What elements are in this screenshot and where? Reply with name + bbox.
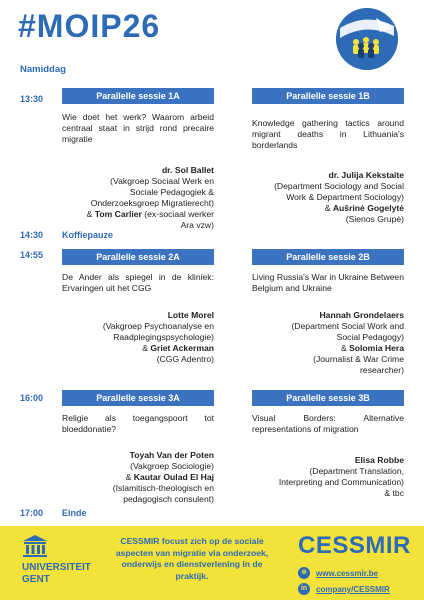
speaker-affiliation: Onderzoeksgroep Migratierecht) <box>90 198 214 208</box>
speaker-line <box>62 472 214 483</box>
speaker-line <box>62 450 214 461</box>
speaker-name: dr. Sol Ballet <box>161 165 214 175</box>
speakers-block <box>236 455 404 499</box>
speaker-affiliation: (Vakgroep Sociaal Werk en <box>110 176 214 186</box>
session-topic: Visual Borders: Alternative representations of migration <box>252 413 404 434</box>
speaker-line <box>62 310 214 321</box>
speaker-name: dr. Julija Kekstaite <box>328 170 404 180</box>
pause-label: Koffiepauze <box>62 230 114 240</box>
session-topic: Knowledge gathering tactics around migrant deaths in Lithuania's borderlands <box>252 118 404 150</box>
speaker-line <box>240 354 404 365</box>
speaker-line <box>62 354 214 365</box>
moip-logo <box>336 8 398 70</box>
speaker-line <box>62 343 214 354</box>
slot-time: 13:30 <box>20 94 44 104</box>
speaker-line <box>236 477 404 488</box>
session-header: Parallelle sessie 3A <box>62 390 214 406</box>
speakers-block <box>62 310 214 365</box>
speaker-line <box>240 310 404 321</box>
speaker-line <box>230 192 404 203</box>
speaker-line <box>62 165 214 176</box>
speaker-line <box>62 321 214 332</box>
slot-time: 14:55 <box>20 250 44 260</box>
end-label: Einde <box>62 508 87 518</box>
globe-icon: ⊕ <box>298 567 310 579</box>
speaker-line <box>230 203 404 214</box>
session-header: Parallelle sessie 1A <box>62 88 214 104</box>
speaker-affiliation: (ex-sociaal werker <box>141 209 214 219</box>
speaker-line <box>62 198 214 209</box>
university-emblem-icon <box>22 534 48 563</box>
speaker-name: Griet Ackerman <box>150 343 214 353</box>
speaker-name: Kautar Oulad El Haj <box>133 472 214 482</box>
speaker-line <box>62 187 214 198</box>
speaker-affiliation: & tbc <box>384 488 404 498</box>
speaker-line <box>236 455 404 466</box>
linkedin-icon: in <box>298 583 310 595</box>
ugent-name-line1: UNIVERSITEIT <box>22 562 91 573</box>
page-subtitle: Namiddag <box>20 64 66 75</box>
speaker-affiliation: (Department Social Work and <box>291 321 404 331</box>
speakers-block <box>62 165 214 231</box>
speaker-affiliation: Work & Department Sociology) <box>286 192 404 202</box>
speakers-block <box>240 310 404 376</box>
page-title: #MOIP26 <box>18 8 161 44</box>
speaker-line <box>240 343 404 354</box>
speaker-amp: & <box>86 209 95 219</box>
speaker-name: Elisa Robbe <box>354 455 404 465</box>
speakers-block <box>230 170 404 225</box>
end-time: 17:00 <box>20 508 44 518</box>
session-topic: Living Russia's War in Ukraine Between Belgium and Ukraine <box>252 272 404 293</box>
speaker-line <box>230 214 404 225</box>
speaker-affiliation: Sociale Pedagogiek & <box>129 187 214 197</box>
speaker-line <box>62 483 214 494</box>
speaker-line <box>240 321 404 332</box>
speaker-affiliation: (Department Translation, <box>309 466 404 476</box>
speaker-line <box>62 209 214 220</box>
session-topic: De Ander als spiegel in de kliniek: Ervaringen uit het CGG <box>62 272 214 293</box>
speaker-line <box>62 494 214 505</box>
speaker-affiliation: (CGG Adentro) <box>156 354 214 364</box>
speaker-line <box>62 332 214 343</box>
speaker-affiliation: researcher) <box>360 365 404 375</box>
speaker-amp: & <box>125 472 134 482</box>
speaker-name: Tom Carlier <box>94 209 142 219</box>
speaker-affiliation: (Islamitisch-theologisch en <box>112 483 214 493</box>
website-link[interactable]: www.cessmir.be <box>316 569 378 578</box>
speaker-line <box>236 466 404 477</box>
session-header: Parallelle sessie 2A <box>62 249 214 265</box>
session-topic: Wie doet het werk? Waarom arbeid centraal staat in strijd rond precaire migratie <box>62 112 214 144</box>
speaker-affiliation: (Department Sociology and Social <box>274 181 404 191</box>
footer-description: CESSMIR focust zich op de sociale aspecten van migratie via onderzoek, onderwijs en dienstverlening in de praktijk. <box>115 536 269 581</box>
speaker-affiliation: Social Pedagogy) <box>336 332 404 342</box>
slot-time: 16:00 <box>20 393 44 403</box>
speaker-line <box>230 181 404 192</box>
speaker-name: Lotte Morel <box>167 310 214 320</box>
speaker-affiliation: Raadplegingspsychologie) <box>113 332 214 342</box>
speakers-block <box>62 450 214 505</box>
linkedin-link[interactable]: company/CESSMIR <box>316 585 390 594</box>
session-header: Parallelle sessie 2B <box>252 249 404 265</box>
pause-time: 14:30 <box>20 230 44 240</box>
footer-band <box>0 526 424 600</box>
speaker-line <box>62 461 214 472</box>
speaker-affiliation: (Journalist & War Crime <box>313 354 404 364</box>
ugent-name-line2: GENT <box>22 574 50 585</box>
speaker-line <box>230 170 404 181</box>
speaker-line <box>240 365 404 376</box>
speaker-affiliation: Ara vzw) <box>180 220 214 230</box>
speaker-name: Solomia Hera <box>349 343 404 353</box>
speaker-affiliation: (Vakgroep Sociologie) <box>130 461 214 471</box>
session-topic: Religie als toegangspoort tot bloeddonatie? <box>62 413 214 434</box>
speaker-line <box>62 176 214 187</box>
speaker-affiliation: (Vakgroep Psychoanalyse en <box>102 321 214 331</box>
speaker-name: Aušrinė Gogelytė <box>332 203 404 213</box>
speaker-affiliation: Interpreting and Communication) <box>278 477 404 487</box>
speaker-amp: & <box>340 343 350 353</box>
speaker-line <box>240 332 404 343</box>
speaker-name: Hannah Grondelaers <box>319 310 404 320</box>
speaker-amp: & <box>324 203 333 213</box>
speaker-amp: & <box>142 343 151 353</box>
speaker-line <box>236 488 404 499</box>
speaker-name: Toyah Van der Poten <box>129 450 214 460</box>
speaker-affiliation: (Sienos Grupė) <box>345 214 404 224</box>
session-header: Parallelle sessie 1B <box>252 88 404 104</box>
session-header: Parallelle sessie 3B <box>252 390 404 406</box>
cessmir-brand: CESSMIR <box>298 532 411 559</box>
speaker-affiliation: pedagogisch consulent) <box>123 494 214 504</box>
